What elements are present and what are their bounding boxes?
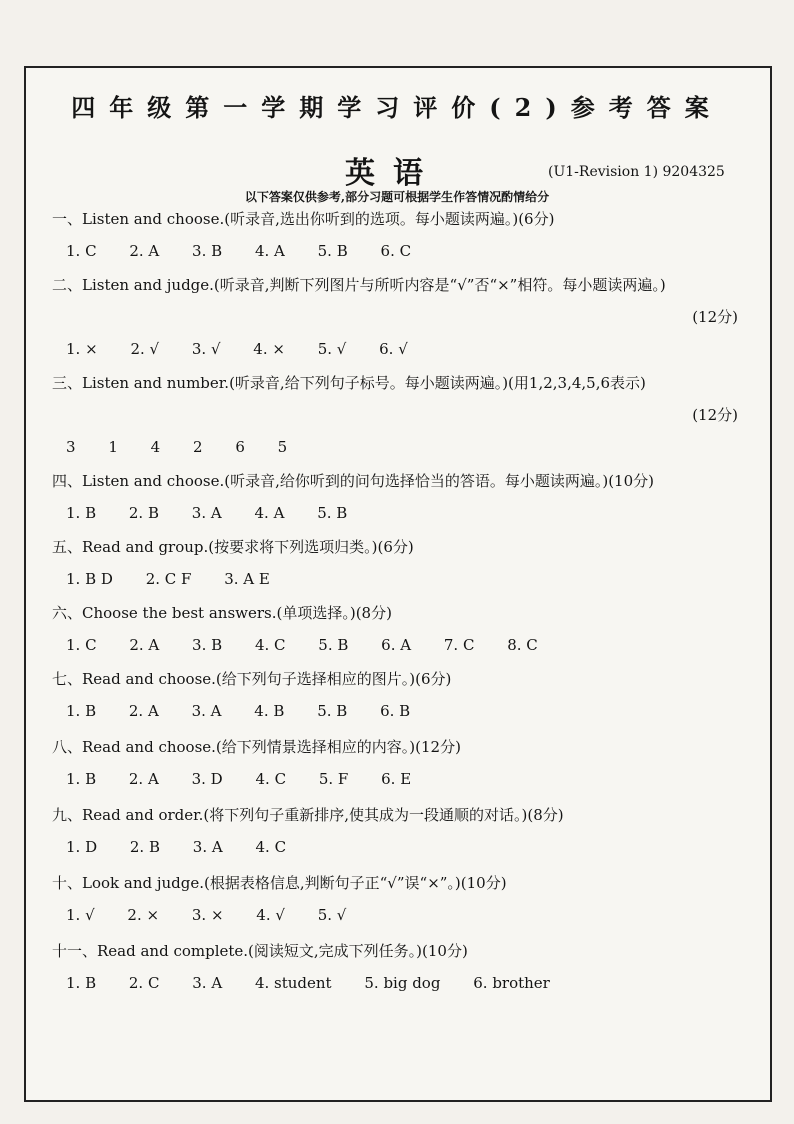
answer-item: 6 bbox=[235, 438, 245, 456]
answer-item: 5. B bbox=[317, 242, 348, 260]
answer-item: 1. × bbox=[66, 340, 98, 358]
section-heading-7: 七、Read and choose.(给下列句子选择相应的图片。)(6分) bbox=[52, 670, 452, 688]
answer-item: 2. A bbox=[128, 702, 159, 720]
answer-item: 2. √ bbox=[130, 340, 160, 358]
subject-title: 英语 bbox=[345, 156, 441, 191]
answer-item: 6. E bbox=[381, 770, 412, 788]
answer-item: 5. B bbox=[318, 636, 349, 654]
answer-item: 3. A bbox=[192, 838, 223, 856]
answer-row-9 bbox=[66, 838, 314, 856]
answer-item: 3. A bbox=[192, 974, 223, 992]
answer-item: 4. × bbox=[253, 340, 285, 358]
answer-item: 2. C F bbox=[145, 570, 192, 588]
section-heading-5: 五、Read and group.(按要求将下列选项归类。)(6分) bbox=[52, 538, 414, 556]
answer-row-11 bbox=[66, 974, 578, 992]
answer-item: 4. √ bbox=[256, 906, 285, 924]
answer-item: 4. student bbox=[254, 974, 332, 992]
section-heading-11: 十一、Read and complete.(阅读短文,完成下列任务。)(10分) bbox=[52, 942, 468, 960]
answer-item: 1. D bbox=[66, 838, 98, 856]
answer-item: 1. B bbox=[66, 770, 97, 788]
answer-item: 3. D bbox=[191, 770, 223, 788]
answer-row-6 bbox=[66, 636, 566, 654]
answer-item: 2. B bbox=[128, 504, 159, 522]
answer-item: 6. √ bbox=[379, 340, 408, 358]
answer-row-2 bbox=[66, 340, 436, 358]
answer-item: 4 bbox=[150, 438, 161, 456]
answer-item: 1. B bbox=[66, 974, 97, 992]
answer-item: 3. B bbox=[192, 636, 223, 654]
section-heading-8: 八、Read and choose.(给下列情景选择相应的内容。)(12分) bbox=[52, 738, 461, 756]
answer-row-8 bbox=[66, 770, 439, 788]
section-heading-4: 四、Listen and choose.(听录音,给你听到的问句选择恰当的答语。每小题读两遍。)(10分) bbox=[52, 472, 654, 490]
answer-item: 5. F bbox=[318, 770, 349, 788]
answer-item: 8. C bbox=[507, 636, 538, 654]
answer-item: 5. B bbox=[317, 504, 348, 522]
section-score-2: (12分) bbox=[692, 308, 738, 326]
answer-row-4 bbox=[66, 504, 375, 522]
answer-item: 3. A bbox=[191, 504, 222, 522]
grading-note: 以下答案仅供参考,部分习题可根据学生作答情况酌情给分 bbox=[244, 190, 550, 204]
answer-item: 6. B bbox=[380, 702, 411, 720]
answer-item: 3. A E bbox=[224, 570, 270, 588]
section-heading-2: 二、Listen and judge.(听录音,判断下列图片与所听内容是“√”否“×”相符。每小题读两遍。) bbox=[52, 276, 666, 294]
section-score-3: (12分) bbox=[692, 406, 738, 424]
answer-item: 1. C bbox=[66, 242, 97, 260]
answer-item: 2. A bbox=[128, 770, 159, 788]
answer-item: 4. B bbox=[254, 702, 285, 720]
answer-row-10 bbox=[66, 906, 374, 924]
section-heading-10: 十、Look and judge.(根据表格信息,判断句子正“√”误“×”。)(10分) bbox=[52, 874, 507, 892]
answer-item: 1. B bbox=[66, 702, 97, 720]
section-heading-6: 六、Choose the best answers.(单项选择。)(8分) bbox=[52, 604, 392, 622]
answer-item: 4. A bbox=[254, 242, 285, 260]
answer-item: 1. √ bbox=[66, 906, 95, 924]
answer-item: 2. B bbox=[129, 838, 160, 856]
edition-code: (U1-Revision 1) 9204325 bbox=[548, 164, 725, 180]
page-title: 四年级第一学期学习评价(2)参考答案 bbox=[71, 93, 723, 122]
answer-item: 2. × bbox=[127, 906, 160, 924]
answer-item: 5. big dog bbox=[364, 974, 441, 992]
answer-item: 4. C bbox=[255, 770, 287, 788]
answer-item: 2. A bbox=[129, 242, 160, 260]
answer-row-1 bbox=[66, 242, 439, 260]
answer-item: 5. √ bbox=[317, 340, 347, 358]
answer-item: 1. C bbox=[66, 636, 97, 654]
answer-item: 3. A bbox=[191, 702, 222, 720]
answer-item: 5. √ bbox=[317, 906, 347, 924]
answer-item: 6. brother bbox=[473, 974, 550, 992]
answer-item: 6. A bbox=[381, 636, 412, 654]
section-heading-3: 三、Listen and number.(听录音,给下列句子标号。每小题读两遍。)(用1,2,3,4,5,6表示) bbox=[52, 374, 646, 392]
answer-row-5 bbox=[66, 570, 298, 588]
answer-item: 5. B bbox=[317, 702, 348, 720]
answer-row-7 bbox=[66, 702, 438, 720]
answer-item: 4. C bbox=[255, 838, 287, 856]
answer-item: 2. C bbox=[128, 974, 160, 992]
answer-item: 7. C bbox=[443, 636, 475, 654]
answer-item: 5 bbox=[277, 438, 288, 456]
answer-item: 3 bbox=[66, 438, 76, 456]
answer-item: 1. B bbox=[66, 504, 97, 522]
answer-item: 2 bbox=[192, 438, 203, 456]
answer-item: 4. C bbox=[254, 636, 286, 654]
section-heading-9: 九、Read and order.(将下列句子重新排序,使其成为一段通顺的对话。)(8分) bbox=[52, 806, 564, 824]
answer-item: 3. √ bbox=[191, 340, 221, 358]
answer-item: 1. B D bbox=[66, 570, 113, 588]
answer-row-3 bbox=[66, 438, 315, 456]
answer-item: 3. B bbox=[192, 242, 223, 260]
section-heading-1: 一、Listen and choose.(听录音,选出你听到的选项。每小题读两遍。)(6分) bbox=[52, 210, 555, 228]
answer-item: 1 bbox=[108, 438, 118, 456]
answer-item: 4. A bbox=[254, 504, 285, 522]
answer-item: 2. A bbox=[129, 636, 160, 654]
answer-item: 3. × bbox=[191, 906, 224, 924]
answer-item: 6. C bbox=[380, 242, 412, 260]
